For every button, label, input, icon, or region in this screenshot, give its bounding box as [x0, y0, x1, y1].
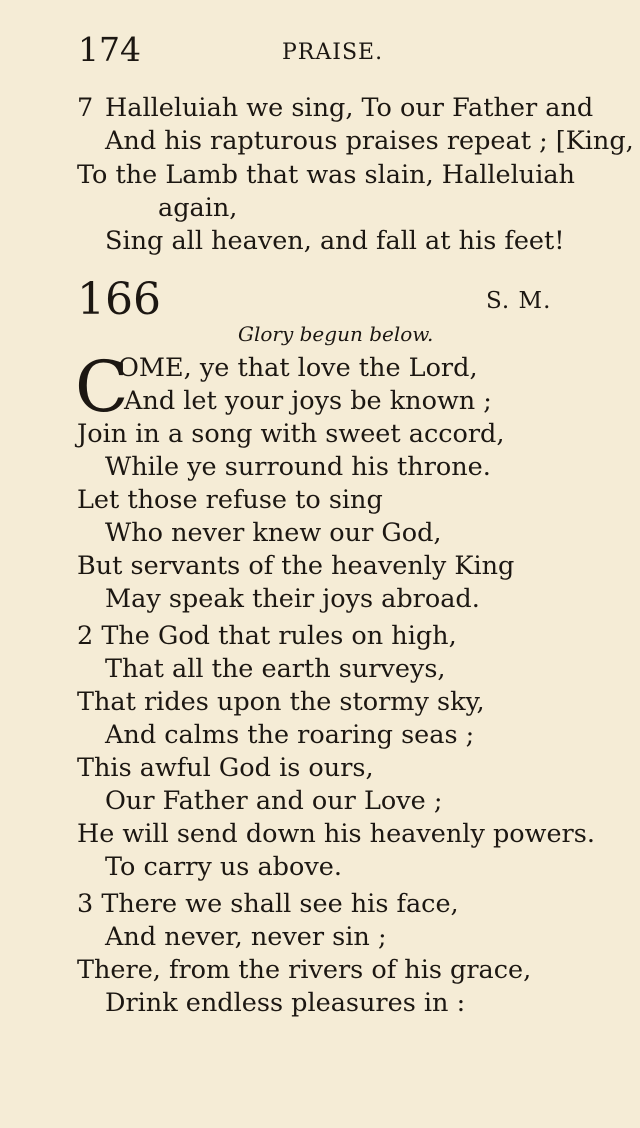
verse-line: But servants of the heavenly King: [77, 551, 515, 581]
verse-line: Who never knew our God,: [105, 518, 442, 548]
verse-line: Drink endless pleasures in :: [105, 988, 466, 1018]
verse-line: 2 The God that rules on high,: [77, 621, 457, 651]
verse-line: Halleluiah we sing, To our Father and: [105, 93, 594, 123]
verse-line: Our Father and our Love ;: [105, 786, 443, 816]
drop-cap: C: [75, 346, 129, 428]
verse-line: While ye surround his throne.: [105, 452, 491, 482]
hymn-meter: S. M.: [486, 288, 552, 314]
verse-line: OME, ye that love the Lord,: [118, 353, 478, 383]
running-title: PRAISE.: [282, 40, 384, 65]
hymn-subtitle: Glory begun below.: [238, 322, 434, 346]
page-number: 174: [78, 30, 141, 69]
verse-line: This awful God is ours,: [77, 753, 374, 783]
verse-line: Sing all heaven, and fall at his feet!: [105, 226, 565, 256]
verse-line: And let your joys be known ;: [124, 386, 492, 416]
verse-line: And never, never sin ;: [105, 922, 387, 952]
verse-line: 3 There we shall see his face,: [77, 889, 459, 919]
verse-line: That all the earth surveys,: [105, 654, 446, 684]
verse-line: He will send down his heavenly powers.: [77, 819, 595, 849]
verse-line: Let those refuse to sing: [77, 485, 383, 515]
page-header: [78, 30, 390, 74]
verse-line: And calms the roaring seas ;: [105, 720, 475, 750]
verse-line: To carry us above.: [105, 852, 342, 882]
verse-line: That rides upon the stormy sky,: [77, 687, 485, 717]
verse-line: again,: [158, 193, 238, 223]
verse-line: And his rapturous praises repeat ; [King,: [105, 126, 634, 156]
verse-line: May speak their joys abroad.: [105, 584, 480, 614]
hymn-number: 166: [77, 274, 161, 325]
verse-line: To the Lamb that was slain, Halleluiah: [77, 160, 575, 190]
verse-line: There, from the rivers of his grace,: [77, 955, 532, 985]
verse-line: Join in a song with sweet accord,: [77, 419, 505, 449]
stanza-number: 7: [77, 93, 94, 123]
